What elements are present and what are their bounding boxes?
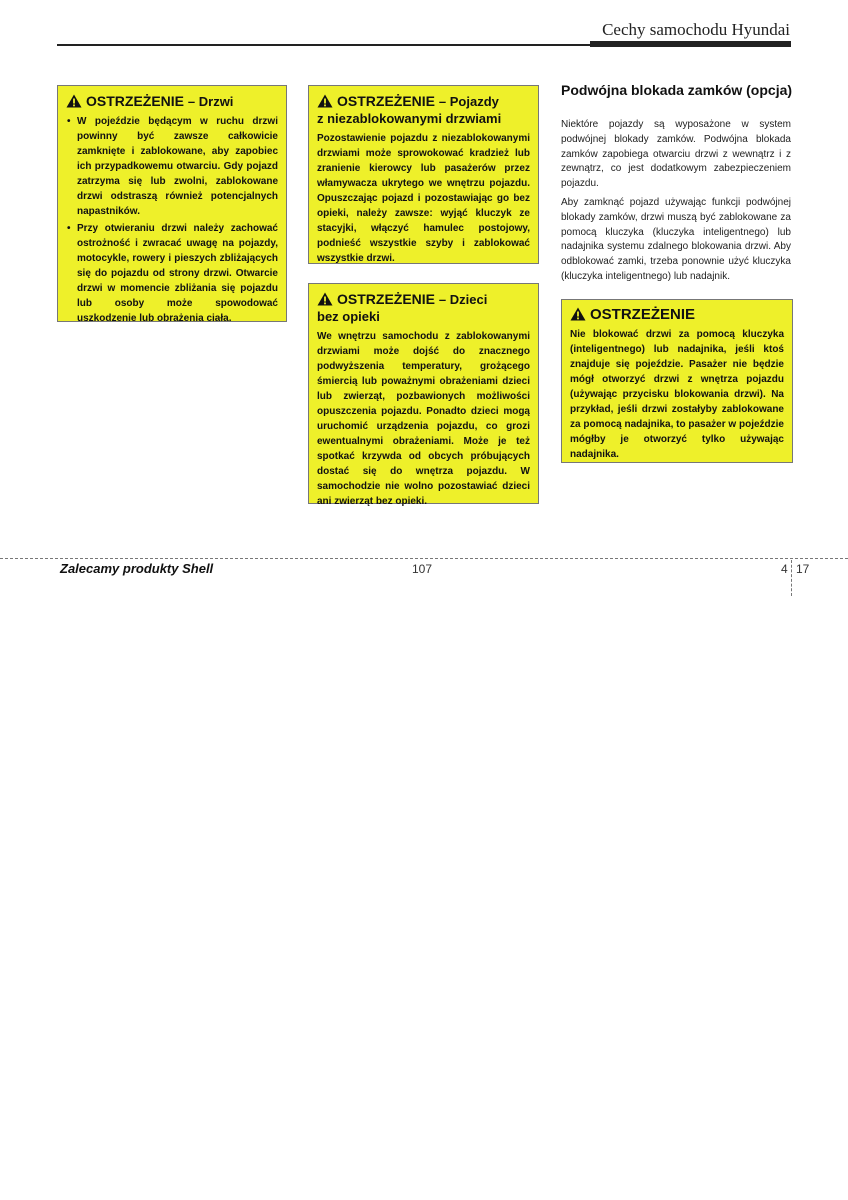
warning-triangle-icon	[317, 94, 333, 108]
footer-ad-text: Zalecamy produkty Shell	[60, 561, 214, 576]
header-rule-accent	[590, 41, 791, 47]
warning-box-children	[308, 283, 539, 507]
warning-label: OSTRZEŻENIE	[337, 291, 436, 307]
footer-chapter-number: 4	[781, 562, 788, 576]
warning-subtitle-line2: z niezablokowanymi drzwiami	[317, 111, 502, 126]
warning-body: Nie blokować drzwi za pomocą kluczyka (inteligentnego) lub nadajnika, jeśli ktoś znajduje się pojeździe. Pasażer nie będzie mógł otworzyć drzwi z wnętrza pojazdu (używając przycisku blokowania drzwi). Na przykład, jeśli drzwi zostałyby zablokowane za pomocą nadajnika, to pasażer w pojeździe mógłby je otworzyć tylko używając nadajnika.	[570, 329, 784, 460]
paragraph: Niektóre pojazdy są wyposażone w system podwójnej blokady zamków. Podwójna blokada zamków zapobiega otwarciu drzwi z wewnątrz i z zewnątrz, co jest dodatkowym zabezpieczeniem pojazdu.	[561, 119, 791, 190]
warning-title	[66, 93, 278, 110]
footer-divider	[0, 558, 848, 559]
warning-body: Pozostawienie pojazdu z niezablokowanymi drzwiami może sprowokować kradzież lub zranienie kierowcy lub pasażerów przez włamywacza ukrytego we wnętrzu pojazdu. Opuszczając pojazd i pozostawiając go bez opieki, należy zawsze: wyjąć kluczyk ze stacyjki, włączyć hamulec postojowy, podnieść wszystkie szyby i zablokować wszystkie drzwi.	[317, 133, 530, 264]
warning-subtitle: – Pojazdy	[438, 94, 499, 109]
warning-label: OSTRZEŻENIE	[590, 306, 696, 323]
warning-bullet: • W pojeździe będącym w ruchu drzwi powinny być zawsze całkowicie zamknięte i zablokowane, aby zapobiec ich przypadkowemu otwarciu. Gdy pojazd zatrzyma się lub zwolni, zablokowane drzwi odstraszą również potencjalnych napastników.	[77, 114, 278, 219]
warning-subtitle: – Dzieci	[438, 292, 488, 307]
warning-bullet: • Przy otwieraniu drzwi należy zachować ostrożność i zwracać uwagę na pojazdy, motocykle, rowery i pieszych zbliżających się do pojazdu od strony drzwi. Otwarcie drzwi w momencie zbliżania się pojazdu lub osoby może spowodować uszkodzenie lub obrażenia ciała.	[77, 221, 278, 326]
warning-label: OSTRZEŻENIE	[337, 93, 436, 109]
warning-title	[570, 307, 784, 323]
footer-section-page: 17	[796, 562, 810, 576]
warning-triangle-icon	[570, 307, 586, 321]
warning-title	[317, 93, 530, 127]
footer-page-number: 107	[412, 562, 433, 576]
paragraph: Aby zamknąć pojazd używając funkcji podwójnej blokady zamków, drzwi muszą być zablokowane za pomocą kluczyka (kluczyka inteligentnego) lub nadajnika systemu zdalnego blokowania drzwi. Aby odblokować zamki, trzeba ponownie użyć kluczyka (kluczyka inteligentnego) lub nadajnik.	[561, 197, 791, 282]
warning-body: We wnętrzu samochodu z zablokowanymi drzwiami może dojść do znacznego podwyższenia temperatury, grożącego śmiercią lub poważnymi obrażeniami dzieci lub zwierząt, pozbawionych możliwości opuszczenia pojazdu. Ponadto dzieci mogą uruchomić urządzenia pojazdu, co grozi ewentualnymi obrażeniami. Może je też spotkać krzywda od obcych próbujących dostać się do wnętrza pojazdu. W samochodzie nie wolno pozostawiać dzieci ani zwierząt bez opieki.	[317, 331, 530, 507]
warning-box-unlocked-vehicles	[308, 85, 539, 264]
section-title: Podwójna blokada zamków (opcja)	[561, 82, 793, 98]
warning-box-lock	[561, 299, 793, 463]
warning-subtitle: – Drzwi	[187, 94, 234, 109]
warning-label: OSTRZEŻENIE	[86, 93, 185, 109]
page-header-title: Cechy samochodu Hyundai	[602, 20, 790, 39]
warning-subtitle-line2: bez opieki	[317, 309, 380, 324]
warning-triangle-icon	[317, 292, 333, 306]
footer-vertical-divider	[791, 560, 792, 596]
warning-bullet-list	[66, 114, 278, 326]
warning-triangle-icon	[66, 94, 82, 108]
warning-box-doors	[57, 85, 287, 322]
warning-title	[317, 291, 530, 325]
